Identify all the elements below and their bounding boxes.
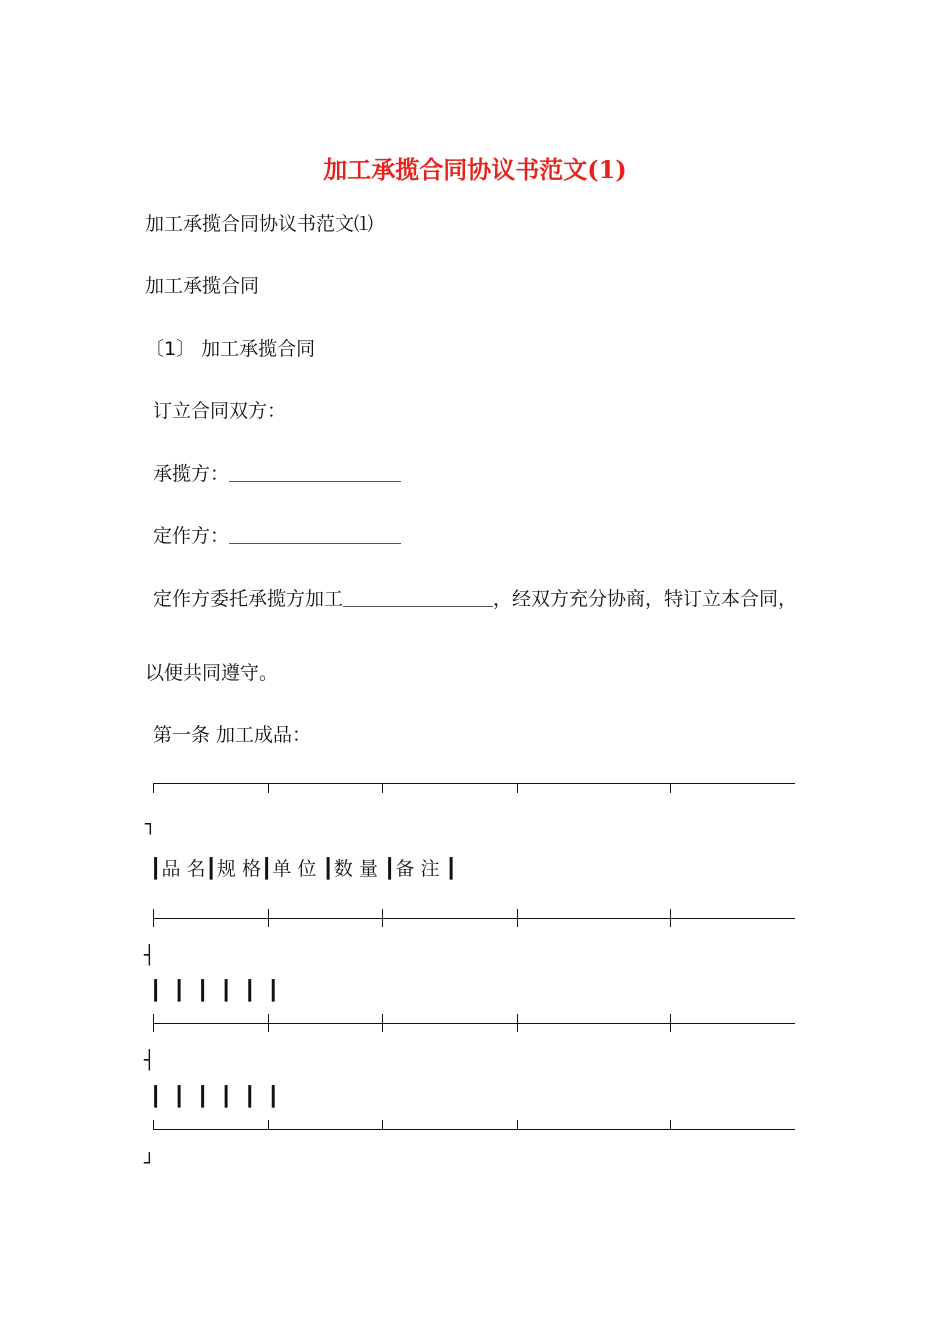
contractor-blank: [229, 481, 401, 482]
contractor-label: 承揽方：: [153, 463, 230, 485]
contractor-line: [153, 461, 401, 487]
table-separator-1: [153, 918, 795, 919]
table-tick: [517, 909, 518, 927]
intro-after: ，经双方充分协商，特订立本合同，: [493, 588, 798, 610]
parties-label: 订立合同双方：: [153, 400, 287, 422]
table-corner-bottom: ┘: [144, 1153, 155, 1174]
table-tick: [382, 909, 383, 927]
table-tick: [268, 1120, 269, 1130]
table-tick: [517, 1120, 518, 1130]
table-empty-row: ┃ ┃ ┃ ┃ ┃ ┃: [150, 980, 280, 1002]
table-tick: [382, 783, 383, 793]
table-tick: [268, 783, 269, 793]
table-tick: [268, 909, 269, 927]
table-tick: [670, 1014, 671, 1032]
section-heading: 〔1〕 加工承揽合同: [145, 338, 316, 360]
intro-before: 定作方委托承揽方加工: [153, 588, 344, 610]
intro-line: [153, 586, 797, 612]
table-empty-row: ┃ ┃ ┃ ┃ ┃ ┃: [150, 1086, 280, 1108]
client-label: 定作方：: [153, 525, 230, 547]
table-tick: [670, 1120, 671, 1130]
table-corner-mid: ┤: [144, 1050, 155, 1071]
table-header-row: ┃品 名┃规 格┃单 位 ┃数 量 ┃备 注 ┃: [150, 858, 457, 880]
table-tick: [153, 783, 154, 793]
document-subtitle: 加工承揽合同协议书范文⑴: [145, 213, 374, 235]
document-title: 加工承揽合同协议书范文(1): [323, 155, 627, 184]
table-tick: [153, 1120, 154, 1130]
table-tick: [517, 783, 518, 793]
intro-continuation: 以便共同遵守。: [145, 662, 279, 684]
table-tick: [153, 909, 154, 927]
client-line: [153, 523, 401, 549]
table-bottom-rule: [153, 1129, 795, 1130]
table-tick: [382, 1014, 383, 1032]
table-corner-mid: ┤: [144, 945, 155, 966]
table-separator-2: [153, 1023, 795, 1024]
table-tick: [268, 1014, 269, 1032]
client-blank: [229, 543, 401, 544]
item-blank: [343, 606, 493, 607]
table-tick: [670, 909, 671, 927]
table-top-rule: [153, 783, 795, 784]
table-corner-top: ┐: [145, 814, 156, 835]
table-tick: [517, 1014, 518, 1032]
table-tick: [670, 783, 671, 793]
contract-heading: 加工承揽合同: [145, 275, 260, 297]
table-tick: [382, 1120, 383, 1130]
article-1-heading: 第一条 加工成品：: [153, 724, 312, 746]
table-tick: [153, 1014, 154, 1032]
